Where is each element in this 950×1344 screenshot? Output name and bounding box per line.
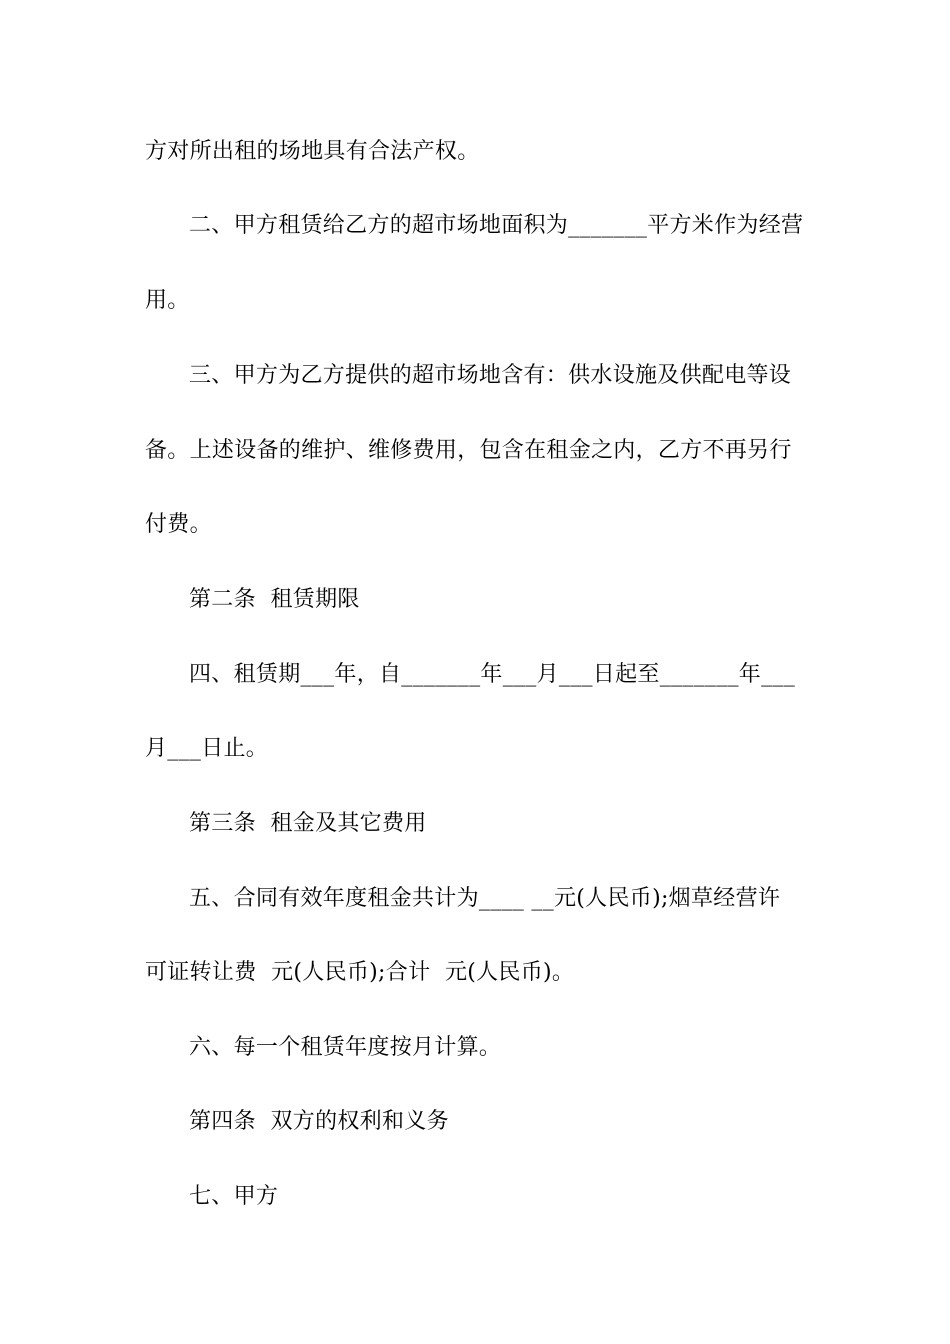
paragraph-line: 备。上述设备的维护、维修费用，包含在租金之内，乙方不再另行 <box>145 438 792 463</box>
section-heading: 第二条 租赁期限 <box>189 587 360 612</box>
section-heading: 第三条 租金及其它费用 <box>189 811 427 836</box>
paragraph-line: 可证转让费 元(人民币);合计 元(人民币)。 <box>145 960 575 985</box>
paragraph-line: 三、甲方为乙方提供的超市场地含有：供水设施及供配电等设 <box>189 363 792 388</box>
paragraph-line: 四、租赁期___年，自_______年___月___日起至_______年___ <box>189 662 796 687</box>
paragraph-line: 五、合同有效年度租金共计为____ __元(人民币);烟草经营许 <box>189 886 781 911</box>
paragraph-line: 二、甲方租赁给乙方的超市场地面积为_______平方米作为经营 <box>189 213 804 238</box>
paragraph-line: 七、甲方 <box>189 1184 279 1209</box>
section-heading: 第四条 双方的权利和义务 <box>189 1109 449 1134</box>
paragraph-line: 付费。 <box>145 512 212 537</box>
paragraph-line: 六、每一个租赁年度按月计算。 <box>189 1035 502 1060</box>
paragraph-line: 月___日止。 <box>145 736 269 761</box>
paragraph-line: 方对所出租的场地具有合法产权。 <box>145 139 480 164</box>
paragraph-line: 用。 <box>145 288 190 313</box>
